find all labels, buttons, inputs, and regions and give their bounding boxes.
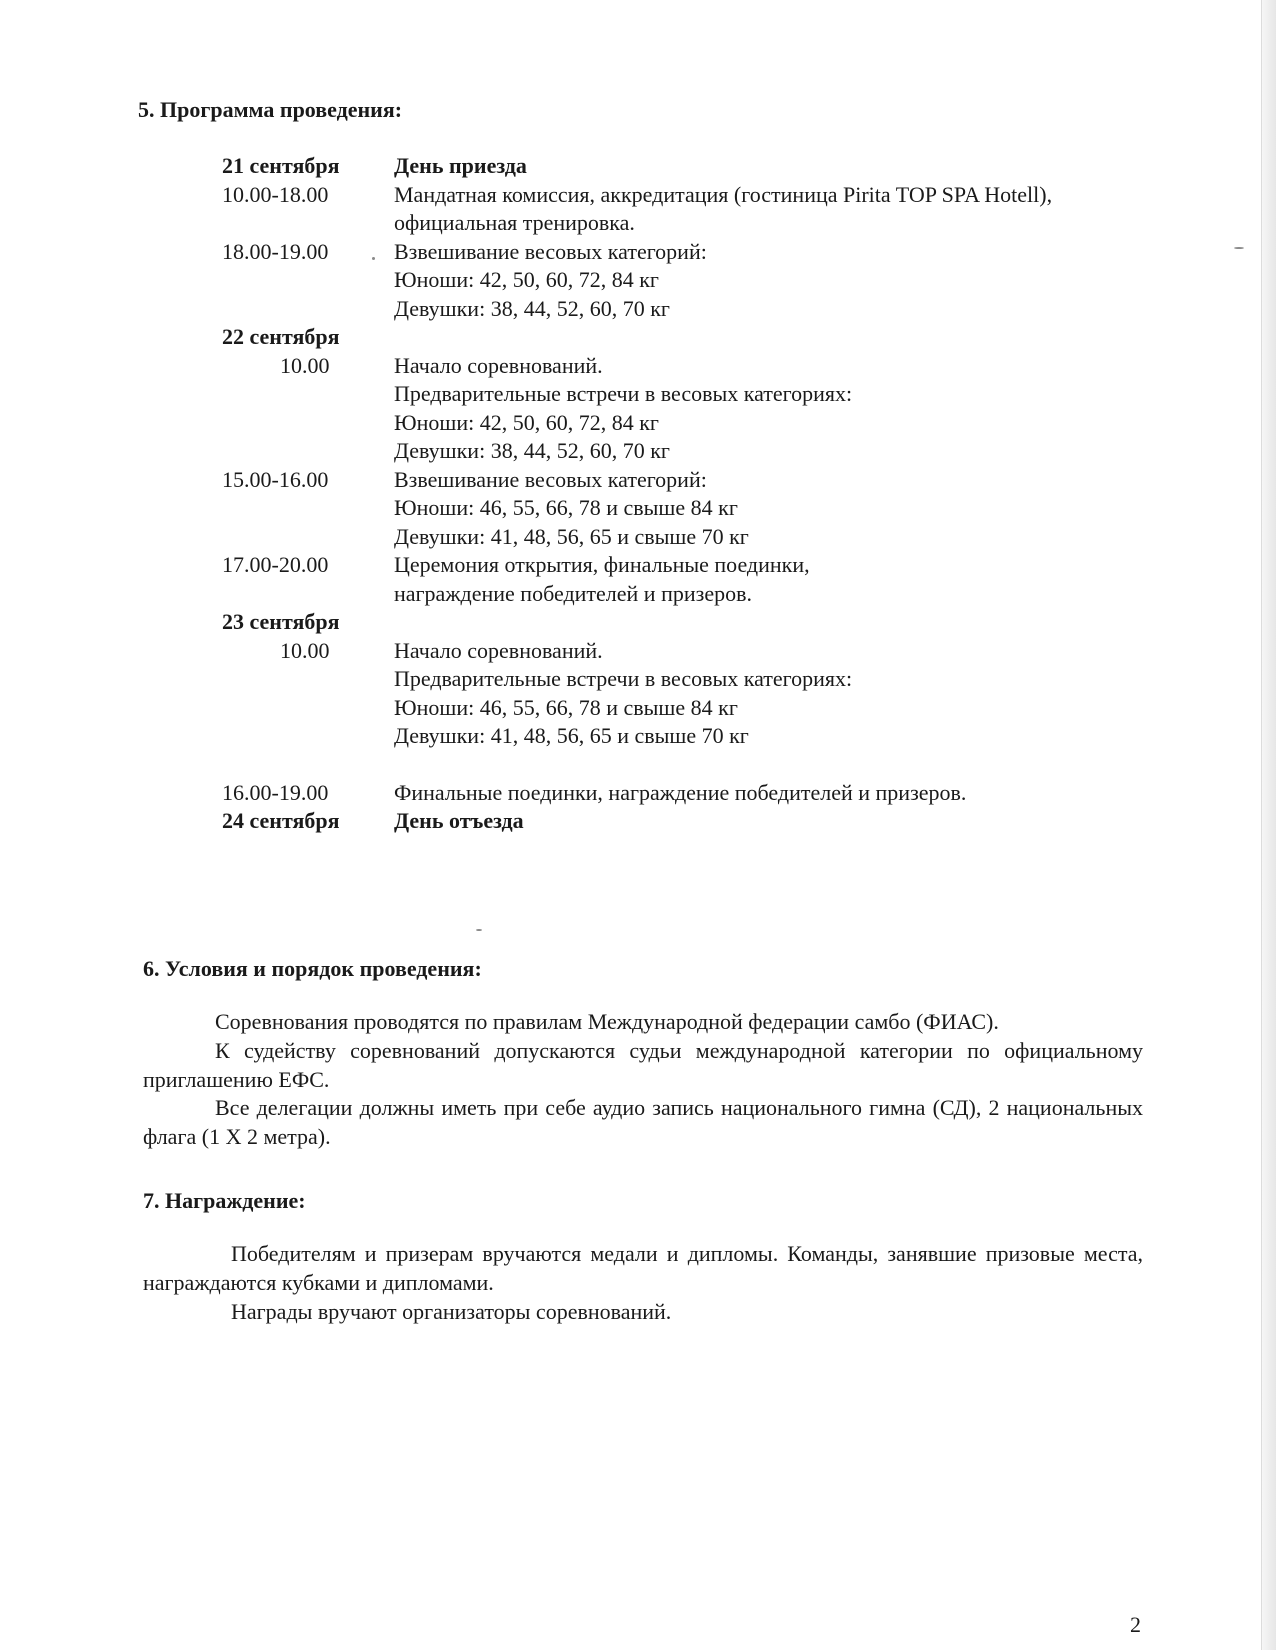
schedule-description — [394, 551, 1182, 608]
section-6-paragraph-1: Соревнования проводятся по правилам Международной федерации самбо (ФИАС). — [215, 1009, 999, 1034]
scan-speck — [476, 929, 482, 931]
schedule-description — [394, 637, 1182, 751]
schedule-row — [222, 637, 1182, 751]
schedule-time: 10.00 — [280, 352, 330, 378]
schedule-description — [394, 779, 1182, 808]
schedule-row — [222, 807, 1182, 836]
schedule-description-line: День отъезда — [394, 808, 524, 833]
schedule-description-line: Церемония открытия, финальные поединки, — [394, 552, 810, 577]
schedule-time: 10.00-18.00 — [222, 181, 329, 207]
schedule-row — [222, 323, 1182, 352]
schedule-date: 21 сентября — [222, 153, 340, 178]
schedule-description — [394, 807, 1182, 836]
schedule-row — [222, 181, 1182, 238]
section-6-paragraph-3: Все делегации должны иметь при себе аудио запись национального гимна (СД), 2 национальных флага (1 Х 2 метра). — [143, 1095, 1143, 1149]
schedule-time: 16.00-19.00 — [222, 779, 329, 805]
section-5-heading: 5. Программа проведения: — [138, 97, 403, 122]
schedule-description — [394, 238, 1182, 324]
schedule-description — [394, 608, 1182, 637]
schedule-description — [394, 152, 1182, 181]
schedule-description-line: Девушки: 38, 44, 52, 60, 70 кг — [394, 295, 670, 321]
section-6-heading: 6. Условия и порядок проведения: — [143, 956, 482, 981]
schedule-description-line: Мандатная комиссия, аккредитация (гостиница Pirita TOP SPA Hotell), — [394, 181, 1053, 207]
schedule-date: 24 сентября — [222, 808, 340, 833]
section-6-paragraph-2: К судейству соревнований допускаются судьи международной категории по официальному приглашению ЕФС. — [143, 1038, 1143, 1092]
schedule-description-line: награждение победителей и призеров. — [394, 580, 752, 606]
schedule-time: 18.00-19.00 — [222, 238, 329, 264]
section-7-paragraph-2: Награды вручают организаторы соревнований. — [231, 1299, 672, 1324]
schedule-row — [222, 779, 1182, 808]
schedule-row — [222, 608, 1182, 637]
schedule-description-line: Взвешивание весовых категорий: — [394, 238, 707, 264]
schedule-description-line: Девушки: 38, 44, 52, 60, 70 кг — [394, 438, 670, 463]
schedule-date: 23 сентября — [222, 609, 340, 634]
schedule-description-line: Начало соревнований. — [394, 637, 603, 663]
schedule-row — [222, 551, 1182, 608]
schedule-time: 15.00-16.00 — [222, 466, 329, 492]
schedule-description-line: официальная тренировка. — [394, 210, 635, 235]
schedule-description-line: Девушки: 41, 48, 56, 65 и свыше 70 кг — [394, 523, 749, 549]
schedule-description-line: Юноши: 42, 50, 60, 72, 84 кг — [394, 267, 659, 292]
schedule-description — [394, 352, 1182, 466]
schedule-description-line: Юноши: 46, 55, 66, 78 и свыше 84 кг — [394, 495, 738, 520]
schedule-description-line: День приезда — [394, 153, 527, 178]
schedule-description — [394, 323, 1182, 352]
schedule-spacer — [222, 751, 1182, 779]
schedule-description-line: Финальные поединки, награждение победителей и призеров. — [394, 779, 967, 805]
schedule-description-line: Девушки: 41, 48, 56, 65 и свыше 70 кг — [394, 723, 749, 748]
scan-speck — [1234, 247, 1244, 249]
schedule-description — [394, 181, 1182, 238]
page-number: 2 — [1130, 1612, 1141, 1637]
schedule-description-line: Начало соревнований. — [394, 352, 603, 378]
schedule-description-line: Предварительные встречи в весовых категориях: — [394, 381, 853, 406]
scan-edge — [1261, 0, 1276, 1650]
schedule-description-line: Предварительные встречи в весовых категориях: — [394, 666, 853, 691]
section-7-paragraph-1: Победителям и призерам вручаются медали и дипломы. Команды, занявшие призовые места, награждаются кубками и дипломами. — [143, 1241, 1143, 1295]
schedule-row — [222, 352, 1182, 466]
schedule-date: 22 сентября — [222, 324, 340, 349]
schedule-time: 17.00-20.00 — [222, 552, 329, 577]
schedule-description-line: Взвешивание весовых категорий: — [394, 466, 707, 492]
schedule-row — [222, 466, 1182, 552]
scan-speck — [372, 257, 375, 260]
schedule-description — [394, 466, 1182, 552]
schedule-time: 10.00 — [280, 637, 330, 663]
schedule-row — [222, 152, 1182, 181]
schedule-table — [222, 152, 1182, 836]
schedule-description-line: Юноши: 46, 55, 66, 78 и свыше 84 кг — [394, 694, 738, 720]
section-7-heading: 7. Награждение: — [143, 1188, 306, 1213]
schedule-row — [222, 238, 1182, 324]
schedule-description-line: Юноши: 42, 50, 60, 72, 84 кг — [394, 409, 659, 435]
